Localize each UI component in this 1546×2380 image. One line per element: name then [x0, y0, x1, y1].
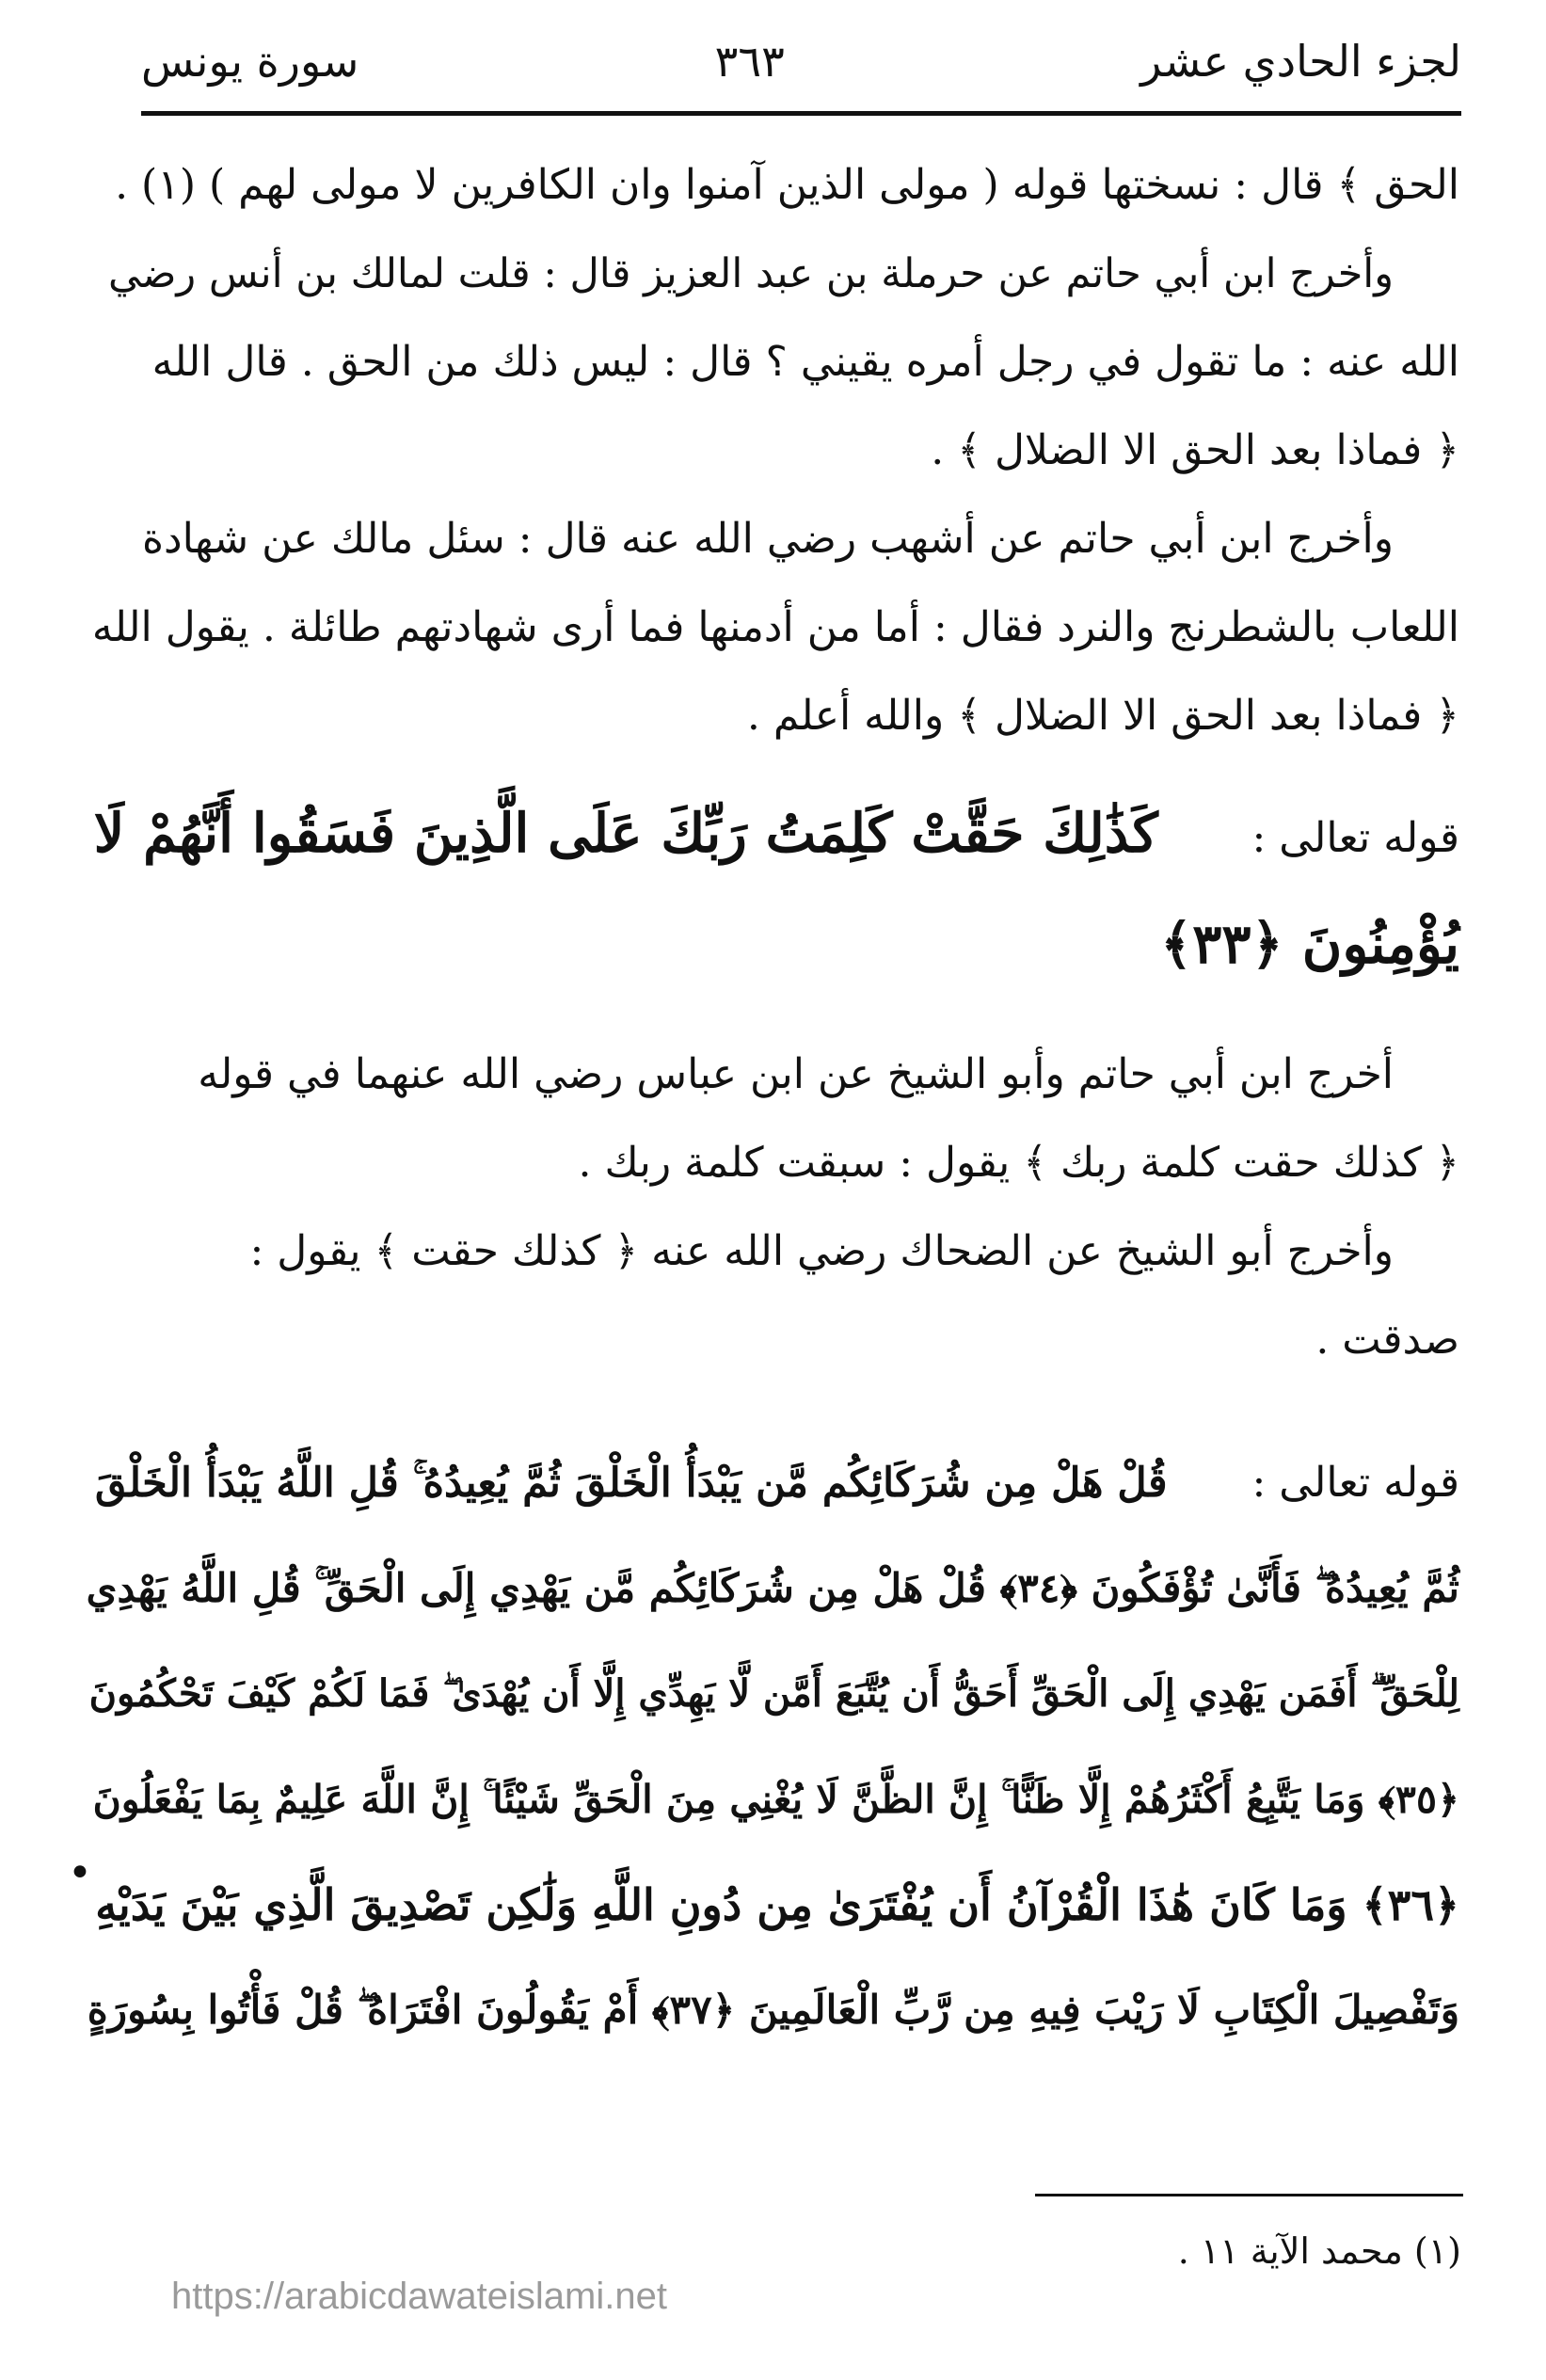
commentary-section-1 [86, 141, 1459, 760]
footnote: (١) محمد الآية ١١ . [1177, 2230, 1461, 2272]
text-line: ﴿ فماذا بعد الحق الا الضلال ﴾ والله أعلم . [746, 692, 1459, 740]
text-line: أخرج ابن أبي حاتم وأبو الشيخ عن ابن عباس رضي الله عنهما في قوله [198, 1050, 1394, 1098]
quran-verses-34-38 [86, 1430, 1459, 2063]
margin-bullet: • [68, 1849, 92, 1897]
verse-line: ﴿٣٦﴾ وَمَا كَانَ هَٰذَا الْقُرْآنُ أَن يُفْتَرَىٰ مِن دُونِ اللَّهِ وَلَٰكِن تَصْدِيقَ الَّذِي بَيْنَ يَدَيْهِ [95, 1879, 1459, 1930]
watermark-url: https://arabicdawateislami.net [171, 2276, 667, 2317]
page-number: ٣٦٣ [714, 36, 785, 87]
text-line: وأخرج ابن أبي حاتم عن حرملة بن عبد العزيز قال : قلت لمالك بن أنس رضي [108, 250, 1394, 297]
verse-line [86, 781, 1459, 891]
quran-verse-33 [86, 781, 1459, 997]
verse-line: لِلْحَقِّ ۗ أَفَمَن يَهْدِي إِلَى الْحَقِّ أَحَقُّ أَن يُتَّبَعَ أَمَّن لَّا يَهِدِّي إِلَّا أَن يُهْدَىٰ ۖ فَمَا لَكُمْ كَيْفَ تَحْكُمُونَ [88, 1671, 1459, 1716]
verse-line: يُؤْمِنُونَ ﴿٣٣﴾ [1160, 912, 1459, 976]
surah-title: سورة يونس [141, 36, 359, 87]
verse-line: ﴿٣٥﴾ وَمَا يَتَّبِعُ أَكْثَرُهُمْ إِلَّا ظَنًّا ۚ إِنَّ الظَّنَّ لَا يُغْنِي مِنَ الْحَقِّ شَيْئًا ۚ إِنَّ اللَّهَ عَلِيمٌ بِمَا يَفْعَلُونَ [92, 1777, 1459, 1822]
text-line: الحق ﴾ قال : نسختها قوله ( مولى الذين آمنوا وان الكافرين لا مولى لهم ) (١) . [115, 161, 1459, 209]
text-line: الله عنه : ما تقول في رجل أمره يقيني ؟ قال : ليس ذلك من الحق . قال الله [151, 338, 1459, 386]
verse-line [86, 1430, 1459, 1536]
verse-line: ثُمَّ يُعِيدُهُ ۖ فَأَنَّىٰ تُؤْفَكُونَ ﴿٣٤﴾ قُلْ هَلْ مِن شُرَكَائِكُم مَّن يَهْدِي إِلَى الْحَقِّ ۚ قُلِ اللَّهُ يَهْدِي [86, 1565, 1459, 1611]
commentary-section-2 [86, 1030, 1459, 1384]
text-line: ﴿ كذلك حقت كلمة ربك ﴾ يقول : سبقت كلمة ربك . [578, 1139, 1459, 1187]
page-header [141, 28, 1461, 94]
header-rule [141, 111, 1461, 116]
text-line: صدقت . [1315, 1316, 1459, 1364]
verse-intro: قوله تعالى : [1251, 1459, 1459, 1507]
verse-text: قُلْ هَلْ مِن شُرَكَائِكُم مَّن يَبْدَأُ الْخَلْقَ ثُمَّ يُعِيدُهُ ۚ قُلِ اللَّهُ يَبْدَأُ الْخَلْقَ [95, 1460, 1168, 1507]
footnote-rule [1035, 2194, 1463, 2196]
text-line: ﴿ فماذا بعد الحق الا الضلال ﴾ . [931, 426, 1459, 474]
part-title: لجزء الحادي عشر [1140, 36, 1461, 87]
verse-line: وَتَفْصِيلَ الْكِتَابِ لَا رَيْبَ فِيهِ مِن رَّبِّ الْعَالَمِينَ ﴿٣٧﴾ أَمْ يَقُولُونَ افْتَرَاهُ ۖ قُلْ فَأْتُوا بِسُورَةٍ [87, 1987, 1459, 2033]
text-line: وأخرج أبو الشيخ عن الضحاك رضي الله عنه ﴿ كذلك حقت ﴾ يقول : [249, 1227, 1394, 1275]
verse-text: كَذَٰلِكَ حَقَّتْ كَلِمَتُ رَبِّكَ عَلَى الَّذِينَ فَسَقُوا أَنَّهُمْ لَا [93, 802, 1158, 865]
verse-intro: قوله تعالى : [1251, 814, 1459, 862]
text-line: وأخرج ابن أبي حاتم عن أشهب رضي الله عنه قال : سئل مالك عن شهادة [141, 515, 1394, 563]
text-line: اللعاب بالشطرنج والنرد فقال : أما من أدمنها فما أرى شهادتهم طائلة . يقول الله [91, 603, 1459, 651]
